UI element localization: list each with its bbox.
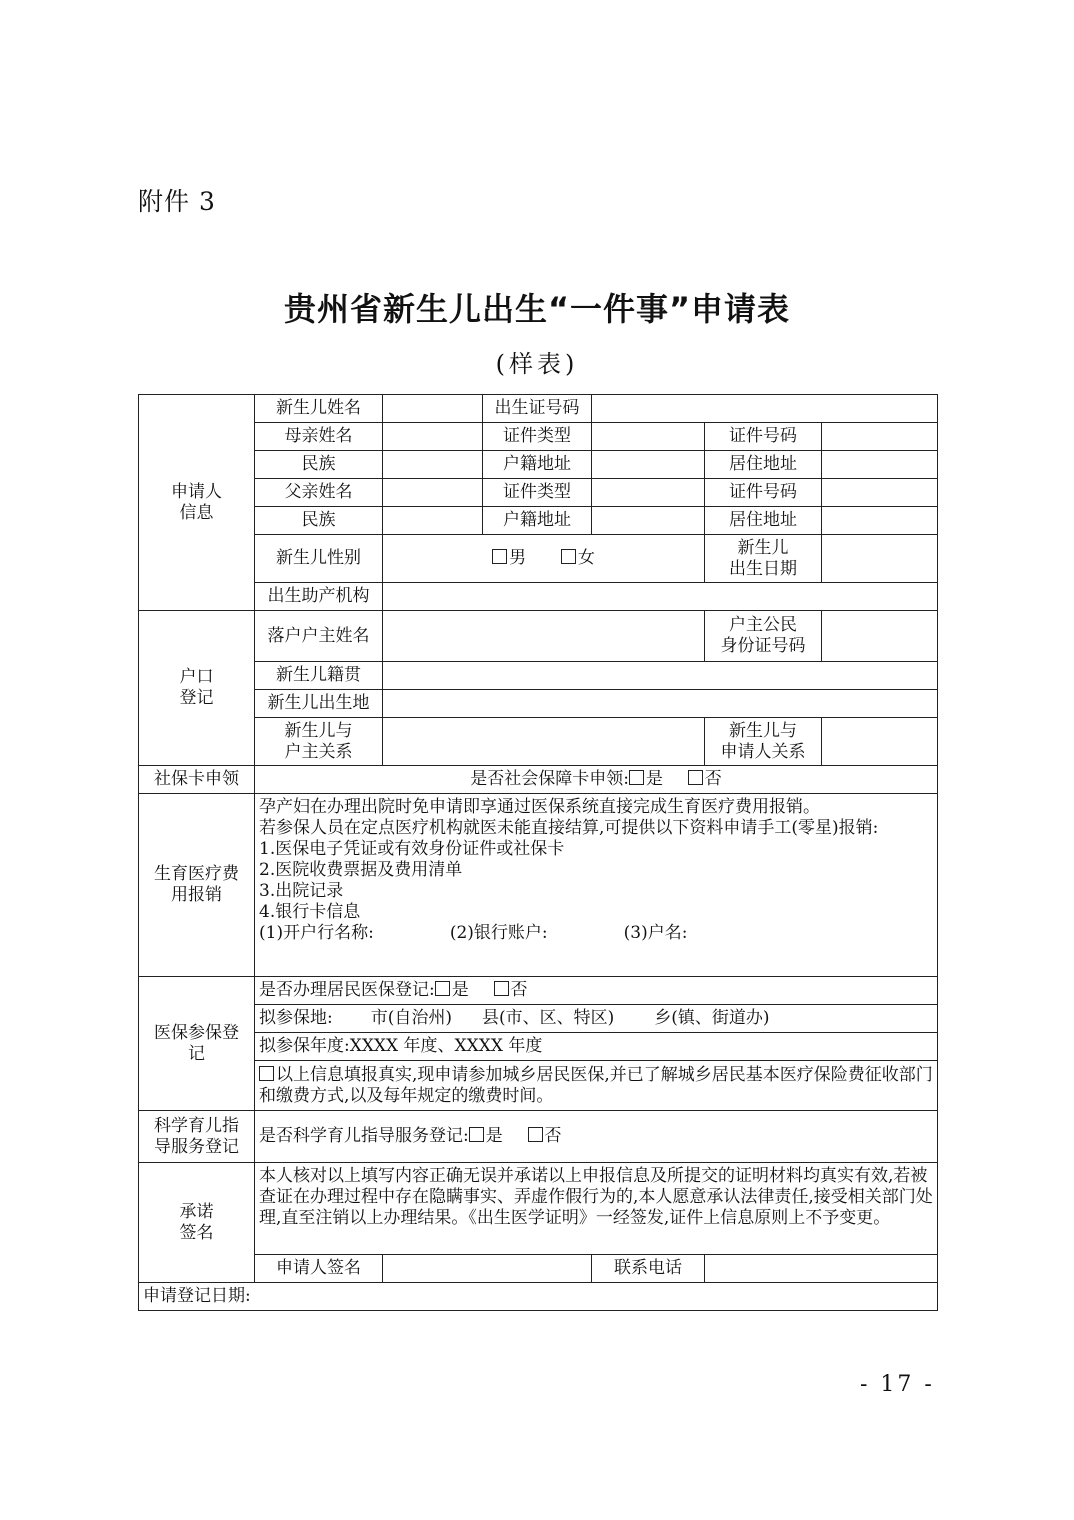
label-head-id: 户主公民 身份证号码 [705, 611, 822, 662]
label-father-residence-address: 居住地址 [705, 507, 822, 535]
row-relations [139, 718, 938, 766]
label-mother-id-type: 证件类型 [483, 423, 592, 451]
field-mother-name[interactable] [383, 423, 483, 451]
label-father-ethnicity: 民族 [255, 507, 383, 535]
label-mother-id-number: 证件号码 [705, 423, 822, 451]
field-head-name[interactable] [383, 611, 705, 662]
row-maternity [139, 794, 938, 977]
section-social-card: 社保卡申领 [139, 766, 255, 794]
parenting-yes-checkbox[interactable] [469, 1127, 484, 1142]
row-native-place [139, 662, 938, 690]
insurance-declaration-cell [255, 1061, 938, 1111]
label-father-id-number: 证件号码 [705, 479, 822, 507]
row-insurance-location [139, 1005, 938, 1033]
label-newborn-gender: 新生儿性别 [255, 535, 383, 583]
field-father-residence-address[interactable] [822, 507, 938, 535]
female-checkbox[interactable] [561, 549, 576, 564]
male-checkbox[interactable] [492, 549, 507, 564]
field-birth-cert-no[interactable] [592, 395, 938, 423]
male-label: 男 [509, 548, 527, 568]
row-gender-birthdate [139, 535, 938, 583]
row-mother-address [139, 451, 938, 479]
field-applicant-signature[interactable] [383, 1255, 592, 1283]
registration-date[interactable]: 申请登记日期: [139, 1283, 938, 1311]
field-mother-ethnicity[interactable] [383, 451, 483, 479]
label-mother-residence-address: 居住地址 [705, 451, 822, 479]
insurance-no-checkbox[interactable] [494, 981, 509, 996]
row-insurance-question [139, 977, 938, 1005]
social-card-question: 是否社会保障卡申领: [470, 769, 629, 789]
field-mother-household-address[interactable] [592, 451, 705, 479]
insurance-question: 是否办理居民医保登记: [259, 980, 435, 1000]
row-father [139, 479, 938, 507]
section-insurance-registration: 医保参保登 记 [139, 977, 255, 1111]
location-label: 拟参保地: [259, 1008, 333, 1028]
parenting-question: 是否科学育儿指导服务登记: [259, 1126, 469, 1146]
commitment-text: 本人核对以上填写内容正确无误并承诺以上申报信息及所提交的证明材料均真实有效,若被查证在办理过程中存在隐瞒事实、弄虚作假行为的,本人愿意承认法律责任,接受相关部门处理,直至注销以上办理结果。《出生医学证明》一经签发,证件上信息原则上不予变更。 [255, 1163, 938, 1255]
label-mother-household-address: 户籍地址 [483, 451, 592, 479]
section-maternity-reimbursement: 生育医疗费 用报销 [139, 794, 255, 977]
bank-account-label: (2)银行账户: [449, 923, 548, 943]
location-city: 市(自治州) [370, 1008, 452, 1028]
form-title: 贵州省新生儿出生“一件事”申请表 [283, 290, 791, 328]
social-card-no-label: 否 [704, 769, 722, 789]
bank-info-line [259, 923, 933, 944]
field-father-id-number[interactable] [822, 479, 938, 507]
insurance-yes-label: 是 [451, 980, 469, 1000]
label-birthplace: 新生儿出生地 [255, 690, 383, 718]
insurance-location [255, 1005, 938, 1033]
maternity-content [255, 794, 938, 977]
attachment-label: 附件 3 [138, 187, 216, 216]
field-father-id-type[interactable] [592, 479, 705, 507]
page-number: - 17 - [860, 1372, 935, 1397]
field-relation-applicant[interactable] [822, 718, 938, 766]
row-commitment [139, 1163, 938, 1255]
insurance-no-label: 否 [510, 980, 528, 1000]
field-father-household-address[interactable] [592, 507, 705, 535]
application-form-table [138, 394, 938, 1311]
field-mother-id-type[interactable] [592, 423, 705, 451]
section-applicant-info: 申请人 信息 [139, 395, 255, 611]
field-birthplace[interactable] [383, 690, 938, 718]
row-head-of-household [139, 611, 938, 662]
section-household-registration: 户口 登记 [139, 611, 255, 766]
label-birth-cert-no: 出生证号码 [483, 395, 592, 423]
row-birthplace [139, 690, 938, 718]
field-mother-id-number[interactable] [822, 423, 938, 451]
row-institution [139, 583, 938, 611]
row-signature [139, 1255, 938, 1283]
section-parenting-guidance: 科学育儿指 导服务登记 [139, 1111, 255, 1163]
label-contact-phone: 联系电话 [592, 1255, 705, 1283]
label-newborn-name: 新生儿姓名 [255, 395, 383, 423]
social-card-yes-checkbox[interactable] [629, 770, 644, 785]
label-relation-head: 新生儿与 户主关系 [255, 718, 383, 766]
row-newborn-name [139, 395, 938, 423]
parenting-no-label: 否 [544, 1126, 562, 1146]
declaration-checkbox[interactable] [259, 1066, 274, 1081]
field-relation-head[interactable] [383, 718, 705, 766]
field-mother-residence-address[interactable] [822, 451, 938, 479]
row-insurance-year [139, 1033, 938, 1061]
gender-options [383, 535, 705, 583]
field-birth-institution[interactable] [383, 583, 938, 611]
location-county: 县(市、区、特区) [482, 1008, 615, 1028]
female-label: 女 [577, 548, 595, 568]
label-mother-name: 母亲姓名 [255, 423, 383, 451]
label-relation-applicant: 新生儿与 申请人关系 [705, 718, 822, 766]
social-card-yes-label: 是 [645, 769, 663, 789]
insurance-year: 拟参保年度:XXXX 年度、XXXX 年度 [255, 1033, 938, 1061]
row-father-address [139, 507, 938, 535]
label-father-id-type: 证件类型 [483, 479, 592, 507]
account-holder-label: (3)户名: [623, 923, 688, 943]
label-native-place: 新生儿籍贯 [255, 662, 383, 690]
row-mother [139, 423, 938, 451]
location-township: 乡(镇、街道办) [654, 1008, 770, 1028]
parenting-yes-label: 是 [485, 1126, 503, 1146]
insurance-declaration: 以上信息填报真实,现申请参加城乡居民医保,并已了解城乡居民基本医疗保险费征收部门和缴费方式,以及每年规定的缴费时间。 [259, 1064, 933, 1106]
label-father-household-address: 户籍地址 [483, 507, 592, 535]
label-applicant-signature: 申请人签名 [255, 1255, 383, 1283]
label-mother-ethnicity: 民族 [255, 451, 383, 479]
social-card-options [255, 766, 938, 794]
insurance-yes-checkbox[interactable] [435, 981, 450, 996]
parenting-no-checkbox[interactable] [528, 1127, 543, 1142]
parenting-options [255, 1111, 938, 1163]
field-birth-date[interactable] [822, 535, 938, 583]
field-native-place[interactable] [383, 662, 938, 690]
bank-name-label: (1)开户行名称: [259, 923, 374, 943]
social-card-no-checkbox[interactable] [688, 770, 703, 785]
label-father-name: 父亲姓名 [255, 479, 383, 507]
maternity-text: 孕产妇在办理出院时免申请即享通过医保系统直接完成生育医疗费用报销。 若参保人员在定点医疗机构就医未能直接结算,可提供以下资料申请手工(零星)报销: 1.医保电子凭证或有效身份证件或社保卡 2.医院收费票据及费用清单 3.出院记录 4.银行卡信息 [259, 797, 879, 922]
row-insurance-declaration [139, 1061, 938, 1111]
form-subtitle: (样表) [495, 350, 579, 378]
field-head-id[interactable] [822, 611, 938, 662]
field-newborn-name[interactable] [383, 395, 483, 423]
label-birth-institution: 出生助产机构 [255, 583, 383, 611]
section-commitment: 承诺 签名 [139, 1163, 255, 1283]
field-father-name[interactable] [383, 479, 483, 507]
row-parenting [139, 1111, 938, 1163]
field-father-ethnicity[interactable] [383, 507, 483, 535]
insurance-options [255, 977, 938, 1005]
row-social-card [139, 766, 938, 794]
label-birth-date: 新生儿 出生日期 [705, 535, 822, 583]
label-head-name: 落户户主姓名 [255, 611, 383, 662]
field-contact-phone[interactable] [705, 1255, 938, 1283]
row-registration-date [139, 1283, 938, 1311]
